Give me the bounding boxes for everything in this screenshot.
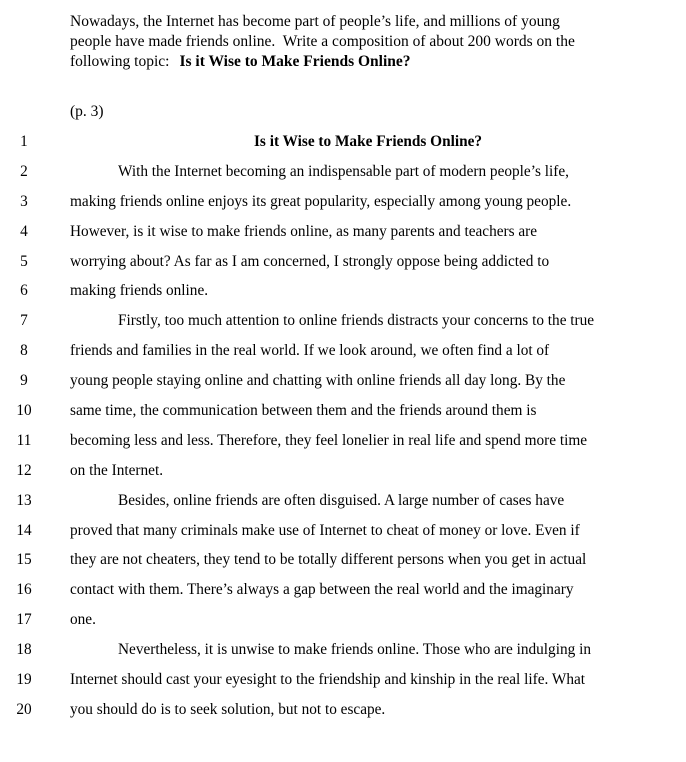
prompt-line (70, 52, 670, 72)
line-text: you should do is to seek solution, but not to escape. (70, 700, 386, 718)
line-number: 3 (20, 192, 28, 210)
essay-line (0, 456, 686, 486)
line-text: Firstly, too much attention to online friends distracts your concerns to the true (118, 312, 595, 330)
prompt-topic: Is it Wise to Make Friends Online? (179, 53, 411, 70)
essay-line (0, 605, 686, 635)
line-number: 7 (20, 312, 28, 330)
page-reference: (p. 3) (70, 103, 104, 120)
essay-line (0, 157, 686, 187)
essay-line (0, 247, 686, 277)
line-number: 1 (20, 133, 28, 150)
line-text: young people staying online and chatting with online friends all day long. By the (70, 372, 566, 390)
essay-line (0, 516, 686, 546)
line-text: Nevertheless, it is unwise to make friends online. Those who are indulging in (118, 641, 591, 659)
essay-line (0, 366, 686, 396)
essay-line (0, 217, 686, 247)
line-text: Internet should cast your eyesight to the friendship and kinship in the real life. What (70, 671, 586, 689)
line-text: However, is it wise to make friends online, as many parents and teachers are (70, 222, 538, 240)
line-number: 20 (16, 700, 32, 718)
line-number: 14 (16, 521, 32, 539)
line-number: 17 (16, 611, 32, 629)
line-text: they are not cheaters, they tend to be totally different persons when you get in actual (70, 551, 587, 569)
line-number: 2 (20, 162, 28, 180)
line-number: 19 (16, 671, 32, 689)
essay-line (0, 396, 686, 426)
essay-body (0, 127, 686, 725)
line-text: same time, the communication between them and the friends around them is (70, 402, 537, 420)
line-text: worrying about? As far as I am concerned, I strongly oppose being addicted to (70, 252, 550, 270)
essay-line (0, 426, 686, 456)
essay-line (0, 695, 686, 725)
essay-title: Is it Wise to Make Friends Online? (253, 133, 483, 150)
line-number: 16 (16, 581, 32, 599)
prompt-line-text: following topic: (70, 53, 170, 70)
essay-line (0, 127, 686, 157)
line-text: friends and families in the real world. If we look around, we often find a lot of (70, 342, 550, 360)
essay-line (0, 336, 686, 366)
essay-line (0, 276, 686, 306)
line-text: contact with them. There’s always a gap between the real world and the imaginary (70, 581, 574, 599)
line-text: one. (70, 611, 96, 629)
line-number: 15 (16, 551, 32, 569)
line-number: 8 (20, 342, 28, 360)
line-text: proved that many criminals make use of Internet to cheat of money or love. Even if (70, 521, 580, 539)
line-number: 4 (20, 222, 28, 240)
essay-line (0, 545, 686, 575)
prompt-line: Nowadays, the Internet has become part of people’s life, and millions of young (70, 13, 560, 30)
essay-line (0, 575, 686, 605)
essay-line (0, 635, 686, 665)
line-number: 5 (20, 252, 28, 270)
essay-line (0, 486, 686, 516)
line-number: 11 (16, 431, 32, 449)
line-text: making friends online enjoys its great popularity, especially among young people. (70, 192, 572, 210)
prompt-line: people have made friends online. Write a composition of about 200 words on the (70, 33, 575, 50)
essay-line (0, 187, 686, 217)
line-number: 12 (16, 461, 32, 479)
line-text: on the Internet. (70, 461, 164, 479)
line-number: 10 (16, 402, 32, 420)
writing-prompt (70, 12, 670, 72)
line-number: 18 (16, 641, 32, 659)
line-text: becoming less and less. Therefore, they feel lonelier in real life and spend more time (70, 431, 588, 449)
line-number: 13 (16, 491, 32, 509)
essay-line (0, 306, 686, 336)
line-number: 9 (20, 372, 28, 390)
line-text: Besides, online friends are often disguised. A large number of cases have (118, 491, 565, 509)
line-text: With the Internet becoming an indispensable part of modern people’s life, (118, 162, 569, 180)
line-text: making friends online. (70, 282, 209, 300)
essay-line (0, 665, 686, 695)
line-number: 6 (20, 282, 28, 300)
